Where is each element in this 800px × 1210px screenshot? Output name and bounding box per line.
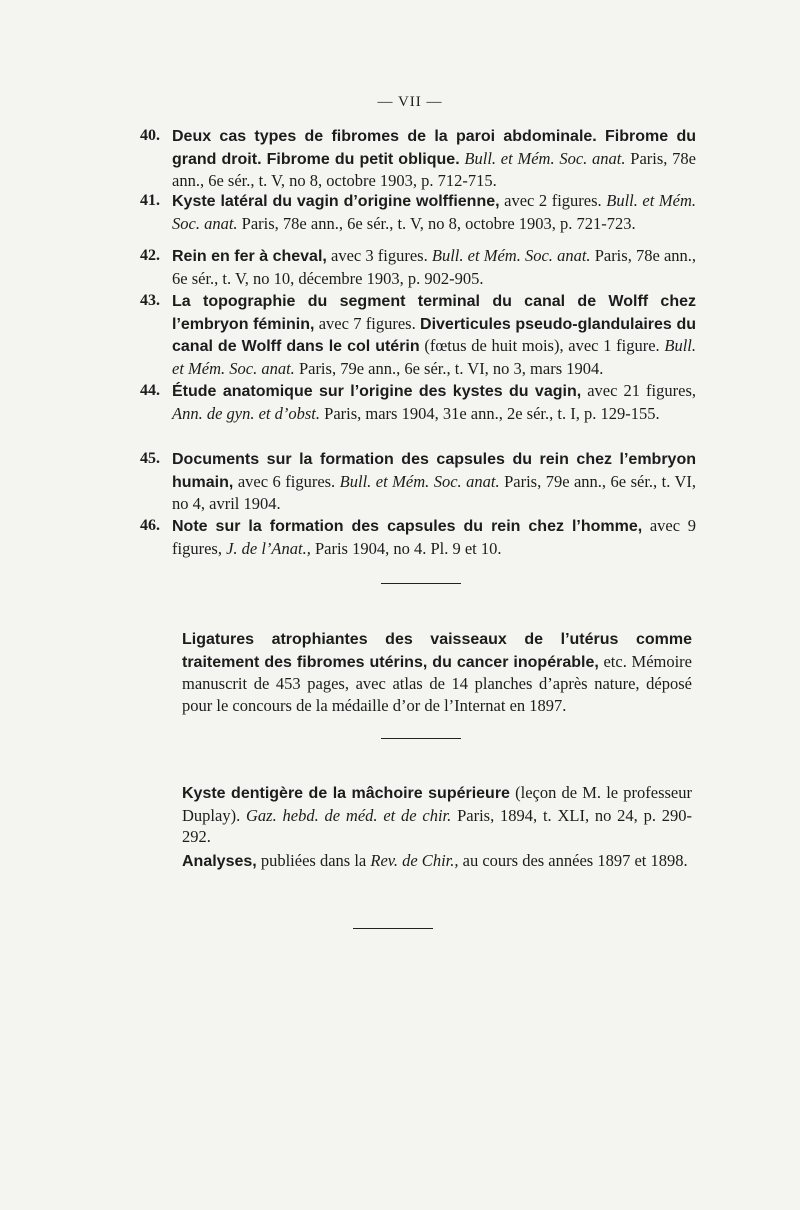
entry-title: Documents sur la formation des capsules du rein chez l’embryon humain,	[172, 451, 696, 491]
entry-number: 41.	[140, 192, 160, 209]
entry-extra: avec 21 figures,	[587, 381, 696, 400]
entry-details: Paris, 78e ann., 6e sér., t. V, no 10, décembre 1903, p. 902-905.	[172, 246, 697, 288]
entry-details: Paris, mars 1904, 31e ann., 2e sér., t. I, p. 129-155.	[324, 403, 660, 423]
entry-number: 40.	[140, 127, 160, 144]
entry-extra-2: (fœtus de huit mois), avec 1 figure.	[424, 336, 660, 355]
entry-extra: avec 3 figures.	[331, 246, 428, 265]
analyses-title: Analyses,	[182, 853, 257, 870]
entry-title: Note sur la formation des capsules du rein chez l’homme,	[172, 518, 643, 535]
entry-number: 44.	[140, 382, 160, 399]
kyste-entry	[182, 782, 692, 848]
entry-details: Paris, 78e ann., 6e sér., t. V, no 8, octobre 1903, p. 721-723.	[241, 213, 636, 233]
entry-title-2: Diverticules pseudo-glandulaires du canal de Wolff dans le col utérin	[172, 315, 696, 355]
entry-journal: Ann. de gyn. et d’obst.	[172, 403, 321, 423]
entry-extra: avec 2 figures.	[504, 191, 602, 210]
entry-details: Paris 1904, no 4. Pl. 9 et 10.	[314, 538, 502, 558]
entry-journal: Bull. et Mém. Soc. anat.	[172, 191, 697, 233]
entry-45	[140, 448, 697, 515]
entry-extra: avec 6 figures.	[237, 471, 336, 491]
page-number: — VII —	[377, 94, 443, 110]
entry-details: Paris, 79e ann., 6e sér., t. VI, no 4, avril 1904.	[172, 471, 697, 513]
analyses-journal: Rev. de Chir.,	[370, 851, 459, 870]
analyses-details: au cours des années 1897 et 1898.	[462, 851, 688, 870]
entry-journal: Bull. et Mém. Soc. anat.	[339, 471, 500, 491]
entry-41	[140, 190, 697, 234]
entry-title: Rein en fer à cheval,	[172, 248, 327, 265]
entry-journal: Bull. et Mém. Soc. anat.	[172, 336, 696, 378]
entry-40	[140, 125, 696, 192]
kyste-text: (leçon de M. le professeur Duplay).	[182, 783, 693, 825]
entry-extra: avec 9 figures,	[172, 516, 696, 558]
memoire-title: Ligatures atrophiantes des vaisseaux de l’utérus comme traitement des fibromes utérins, du cancer inopérable,	[182, 631, 692, 671]
analyses-entry	[182, 850, 692, 873]
analyses-text: publiées dans la	[260, 851, 367, 870]
kyste-journal: Gaz. hebd. de méd. et de chir.	[246, 805, 452, 825]
entry-number: 45.	[140, 450, 160, 467]
kyste-details: Paris, 1894, t. XLI, no 24, p. 290-292.	[182, 805, 693, 846]
entry-title: Deux cas types de fibromes de la paroi abdominale. Fibrome du grand droit. Fibrome du petit oblique.	[172, 128, 696, 168]
section-divider	[353, 928, 433, 929]
entry-44	[140, 380, 696, 424]
entry-extra: avec 7 figures.	[318, 313, 416, 333]
entry-title: Kyste latéral du vagin d’origine wolffienne,	[172, 193, 500, 210]
section-divider	[381, 738, 461, 739]
entry-title: La topographie du segment terminal du canal de Wolff chez l’embryon féminin,	[172, 293, 696, 333]
entry-43	[140, 290, 696, 379]
entry-number: 42.	[140, 247, 160, 264]
entry-journal: J. de l’Anat.,	[226, 538, 311, 558]
entry-46	[140, 515, 696, 559]
entry-title: Étude anatomique sur l’origine des kystes du vagin,	[172, 383, 582, 400]
entry-journal: Bull. et Mém. Soc. anat.	[464, 148, 626, 168]
entry-number: 43.	[140, 292, 160, 309]
memoire-text: etc. Mémoire manuscrit de 453 pages, avec atlas de 14 planches d’après nature, déposé pour le concours de la médaille d’or de l’Internat en 1897.	[182, 651, 693, 715]
section-divider	[381, 583, 461, 584]
entry-number: 46.	[140, 517, 160, 534]
entry-details: Paris, 79e ann., 6e sér., t. VI, no 3, mars 1904.	[298, 358, 604, 378]
entry-details: Paris, 78e ann., 6e sér., t. V, no 8, octobre 1903, p. 712-715.	[172, 148, 696, 190]
memoire-entry	[182, 628, 692, 716]
kyste-title: Kyste dentigère de la mâchoire supérieure	[182, 785, 510, 802]
entry-42	[140, 245, 697, 289]
entry-journal: Bull. et Mém. Soc. anat.	[431, 246, 591, 265]
